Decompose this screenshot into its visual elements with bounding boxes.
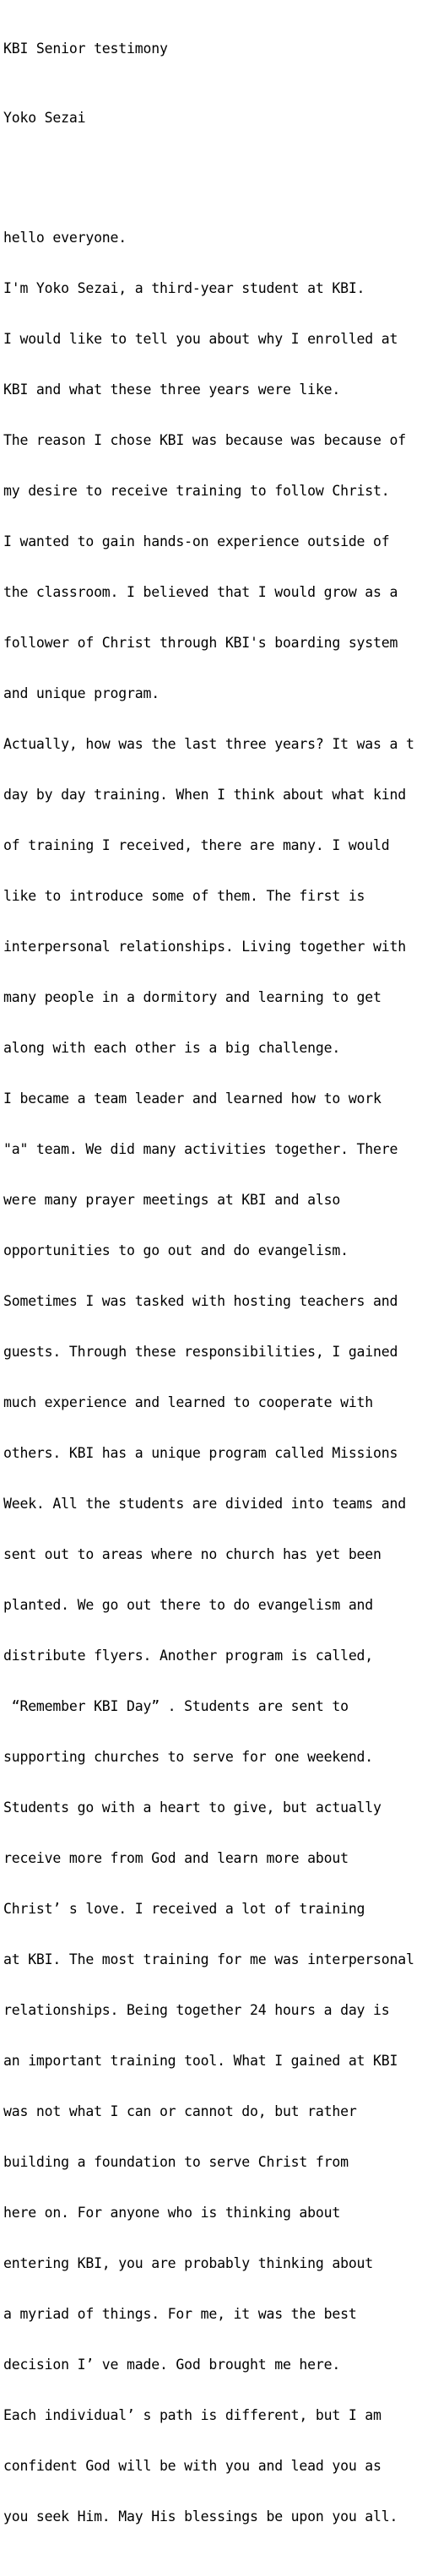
body-line: you seek Him. May His blessings be upon you all. [3,2508,398,2525]
body-line: Week. All the students are divided into teams and [3,1496,406,1512]
body-line: interpersonal relationships. Living together with [3,939,406,955]
body-line: and unique program. [3,685,160,701]
document-title: KBI Senior testimony [3,41,168,57]
body-line: I would like to tell you about why I enrolled at [3,331,398,347]
body-line: Christ’ s love. I received a lot of training [3,1901,365,1917]
body-line: along with each other is a big challenge. [3,1040,341,1056]
body-line: guests. Through these responsibilities, I gained [3,1344,398,1360]
body-line: "a" team. We did many activities together. There [3,1141,398,1157]
body-line: at KBI. The most training for me was interpersonal [3,1951,414,1967]
body-line: like to introduce some of them. The first is [3,888,365,904]
body-line: The reason I chose KBI was because was because of [3,432,406,448]
body-line: distribute flyers. Another program is called, [3,1648,374,1664]
body-line: sent out to areas where no church has yet been [3,1546,381,1562]
body-line: day by day training. When I think about what kind [3,787,406,803]
body-line: a myriad of things. For me, it was the best [3,2306,357,2322]
body-line: “Remember KBI Day” . Students are sent to [3,1698,349,1714]
document-body [3,196,422,2559]
body-line: building a foundation to serve Christ from [3,2154,349,2170]
body-line: Each individual’ s path is different, but I am [3,2407,381,2423]
body-line: planted. We go out there to do evangelism and [3,1597,374,1613]
body-line: was not what I can or cannot do, but rather [3,2103,357,2119]
body-line: Actually, how was the last three years? It was a t [3,736,414,752]
body-line: many people in a dormitory and learning to get [3,989,381,1005]
body-line: hello everyone. [3,230,127,246]
body-line: receive more from God and learn more about [3,1850,349,1866]
body-line: I'm Yoko Sezai, a third-year student at KBI. [3,280,365,296]
body-line: KBI and what these three years were like. [3,382,341,398]
author-name: Yoko Sezai [3,110,86,126]
body-line: others. KBI has a unique program called Missions [3,1445,398,1461]
body-line: my desire to receive training to follow Christ. [3,483,390,499]
body-line: confident God will be with you and lead you as [3,2458,381,2474]
body-line: decision I’ ve made. God brought me here. [3,2357,341,2373]
body-line: opportunities to go out and do evangelism. [3,1242,349,1258]
body-line: I became a team leader and learned how to work [3,1090,381,1107]
body-line: an important training tool. What I gained at KBI [3,2053,398,2069]
body-line: Sometimes I was tasked with hosting teachers and [3,1293,398,1309]
body-line: I wanted to gain hands-on experience outside of [3,533,390,549]
body-line: follower of Christ through KBI's boarding system [3,635,398,651]
body-line: the classroom. I believed that I would grow as a [3,584,398,600]
body-line: Students go with a heart to give, but actually [3,1799,381,1816]
body-line: supporting churches to serve for one weekend. [3,1749,374,1765]
body-line: were many prayer meetings at KBI and also [3,1192,341,1208]
document [3,7,422,2576]
body-line: entering KBI, you are probably thinking about [3,2255,374,2271]
body-line: much experience and learned to cooperate with [3,1394,374,1410]
body-line: relationships. Being together 24 hours a day is [3,2002,390,2018]
body-line: here on. For anyone who is thinking about [3,2205,341,2221]
body-line: of training I received, there are many. I would [3,837,390,853]
